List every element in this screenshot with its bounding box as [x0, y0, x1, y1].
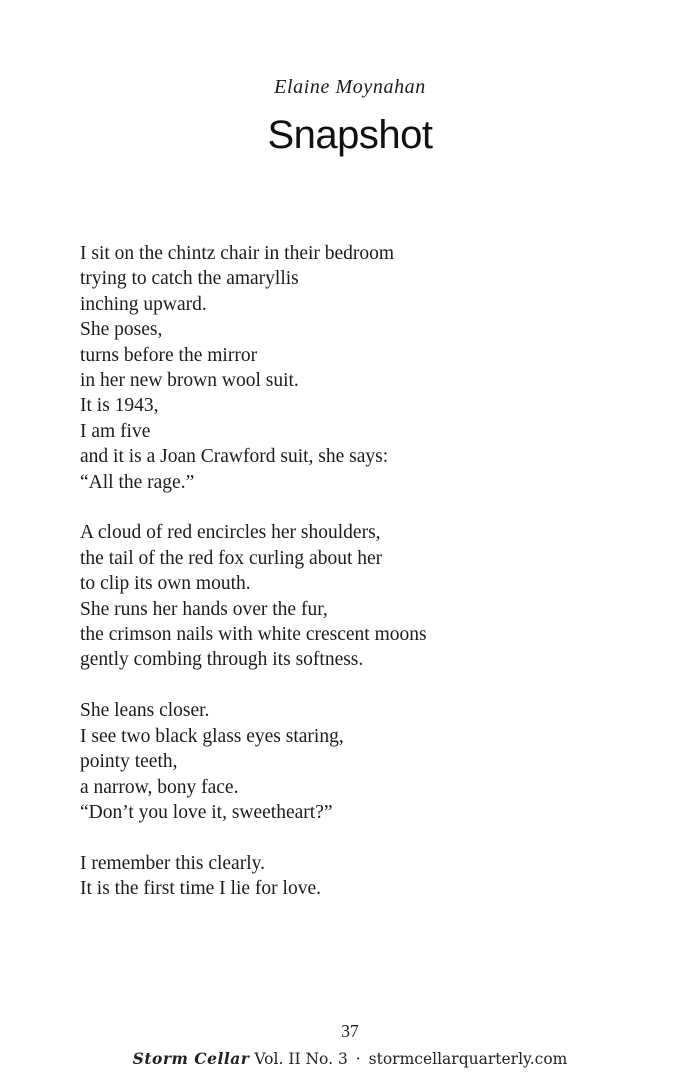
poem-line: It is the first time I lie for love.	[80, 878, 321, 900]
poem-line: I am five	[80, 420, 151, 442]
poem-line: trying to catch the amaryllis	[80, 268, 299, 290]
poem-body	[80, 241, 660, 902]
poem-line: inching upward.	[80, 293, 207, 315]
poem-line: She leans closer.	[80, 700, 210, 722]
poem-line: and it is a Joan Crawford suit, she says:	[80, 446, 389, 468]
poem-line: the crimson nails with white crescent moons	[80, 624, 427, 646]
poem-line: It is 1943,	[80, 395, 159, 417]
poem-line: She runs her hands over the fur,	[80, 598, 328, 620]
poem-line: “Don’t you love it, sweetheart?”	[80, 801, 333, 823]
poem-line: pointy teeth,	[80, 751, 178, 773]
poem-line: to clip its own mouth.	[80, 573, 251, 595]
poem-line: She poses,	[80, 319, 163, 341]
separator-dot: ·	[355, 1050, 361, 1068]
journal-website: stormcellarquarterly.com	[368, 1050, 568, 1068]
stanza	[80, 520, 660, 672]
page-footer	[0, 1021, 700, 1068]
poem-line: I sit on the chintz chair in their bedroom	[80, 243, 395, 264]
poem-line: in her new brown wool suit.	[80, 370, 299, 392]
poem-title: Snapshot	[267, 113, 433, 157]
poem-line: the tail of the red fox curling about her	[80, 547, 383, 569]
journal-name: Storm Cellar	[132, 1049, 250, 1068]
issue-info: Vol. II No. 3	[254, 1050, 348, 1068]
poem-line: A cloud of red encircles her shoulders,	[80, 522, 381, 544]
stanza	[80, 851, 660, 902]
poem-line: I remember this clearly.	[80, 852, 265, 874]
stanza	[80, 698, 660, 825]
journal-line	[0, 1049, 700, 1068]
poem-line: a narrow, bony face.	[80, 776, 239, 798]
page-number: 37	[341, 1021, 359, 1041]
poem-line: “All the rage.”	[80, 471, 195, 493]
stanza	[80, 241, 660, 495]
poem-line: turns before the mirror	[80, 344, 258, 366]
poem-line: gently combing through its softness.	[80, 649, 364, 671]
author-name: Elaine Moynahan	[274, 76, 426, 98]
poem-line: I see two black glass eyes staring,	[80, 725, 344, 747]
